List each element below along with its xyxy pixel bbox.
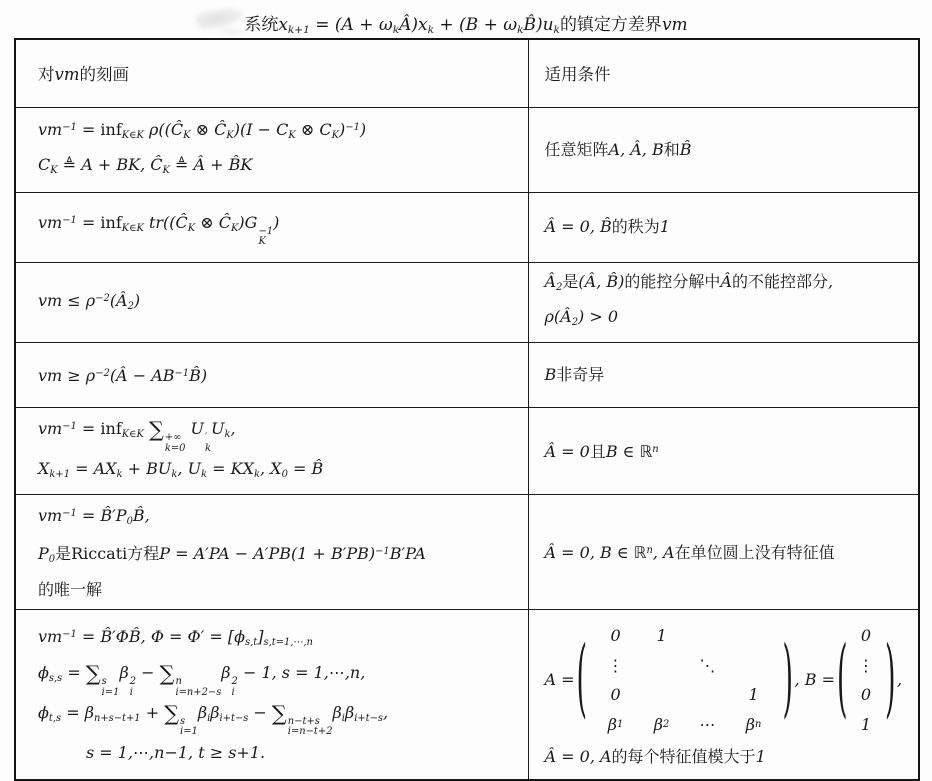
formula-line: $\phi_{s,s}$ = ∑ s i=1 β 2 i − ∑ n i=n+2−s β 2 i − 1, s = 1,⋯,n, — [38, 661, 366, 698]
table-row — [15, 262, 919, 343]
matrix-grid — [847, 619, 885, 741]
formula-line: vm ≤ $\rho^{-2}(Â_2)$ — [38, 290, 141, 312]
matrix-entry — [639, 680, 685, 710]
formula-line: $C_K$ ≜ A + BK, $Ĉ_K$ ≜ Â + B̂K — [38, 155, 253, 177]
matrix-entry: 0 — [610, 626, 621, 646]
matrix-entry: 0 — [860, 626, 872, 646]
formula-line: $vm^{-1}$ = $B̂'P_0B̂$, — [38, 506, 150, 528]
matrix-B — [837, 619, 895, 741]
matrix-entry: ⋮ — [857, 655, 874, 675]
cell-characterization — [15, 107, 528, 192]
matrix-entry: β n — [745, 714, 762, 734]
table-body — [15, 107, 919, 780]
formula-line: $vm^{-1} = inf_{K\in K}$ $\rho((Ĉ_K$ ⊗ $Ĉ_K)(I - C_K$ ⊗ $C_K)^{-1}$) — [38, 119, 367, 141]
cell-condition — [528, 408, 919, 495]
formula-line: 任意矩阵A, Â, B和B̂ — [544, 139, 692, 159]
cell-characterization — [15, 192, 528, 262]
matrix-entry — [685, 621, 731, 651]
cell-characterization — [15, 343, 528, 408]
formula-line: $vm^{-1} = inf_{K\in K}$ $tr((Ĉ_K$ ⊗ $Ĉ_K)G$ −1 K ) — [38, 213, 280, 248]
a-label: A = — [544, 670, 575, 690]
watermark-smudge-small — [214, 27, 248, 36]
matrix-entry — [731, 621, 777, 651]
matrix-entry: 1 — [748, 685, 759, 705]
matrix-A — [577, 619, 793, 741]
formula-line: $X_{k+1} = AX_k + BU_k$, $U_k = KX_k$, $X_0$ = B̂ — [38, 459, 324, 481]
cell-condition — [528, 343, 919, 408]
cell-characterization — [15, 610, 528, 780]
left-paren: ( — [576, 630, 588, 729]
page-title — [0, 10, 932, 36]
matrix-entry: 0 — [860, 685, 872, 705]
formula-line: Â = 0且B ∈ ℝ$^n$ — [544, 442, 659, 462]
formula-line: $vm^{-1} = inf_{K\in K}$ ∑ +∞ k=0 U ′ k $U_k$, — [38, 417, 236, 454]
formula-line: B非奇异 — [544, 365, 605, 385]
matrix-entry: 1 — [656, 626, 667, 646]
matrix-entry: ⋯ — [699, 714, 716, 734]
header-characterization: 对vm的刻画 — [15, 39, 528, 107]
header-condition: 适用条件 — [528, 39, 919, 107]
matrix-entry: ⋱ — [699, 655, 716, 675]
formula-line: 的唯一解 — [38, 580, 103, 600]
cell-condition — [528, 262, 919, 343]
cell-condition — [528, 610, 919, 780]
matrix-definition — [545, 619, 911, 741]
right-paren: ) — [884, 630, 896, 729]
formula-line: Â = 0, B ∈ ℝ$^n$, A在单位圆上没有特征值 — [544, 543, 835, 563]
variance-bound-table — [14, 38, 920, 781]
table-row — [15, 408, 919, 495]
formula-line: vm ≥ $\rho^{-2}(Â$ − $AB^{-1}B̂$) — [38, 366, 208, 386]
matrix-entry: 1 — [860, 714, 872, 734]
matrix-entry: 0 — [610, 685, 621, 705]
b-label: , B = — [794, 670, 835, 690]
matrix-entry: β 1 — [607, 714, 624, 734]
formula-line: $P_0$是Riccati方程$P = A'PA - A'PB(1 + B'PB)^{-1}B'PA$ — [38, 544, 426, 566]
matrix-entry — [731, 650, 777, 680]
cell-characterization — [15, 262, 528, 343]
formula-line: $vm^{-1}$ = B̂′ΦB̂, $\Phi = \Phi' = [\phi_{s,t}]_{s,t=1,\cdots,n}$ — [38, 627, 313, 649]
cell-condition — [528, 107, 919, 192]
table-row — [15, 495, 919, 610]
right-paren: ) — [782, 630, 794, 729]
matrix-entry: β 2 — [653, 714, 670, 734]
matrix-grid — [587, 619, 783, 741]
cell-characterization — [15, 408, 528, 495]
table-row — [15, 610, 919, 780]
cell-condition — [528, 495, 919, 610]
title-formula: 系统$x_{k+1} = (A$ + $\omega_kÂ)x_k + (B$ + $\omega_kB̂)u_k$的镇定方差界vm — [244, 15, 688, 37]
matrix-entry: ⋮ — [607, 655, 624, 675]
formula-line: $Â_2$是(Â, B̂)的能控分解中Â的不能控部分, — [544, 271, 834, 293]
table-row — [15, 107, 919, 192]
table-row — [15, 343, 919, 408]
formula-line: Â = 0, B̂的秩为1 — [544, 217, 670, 236]
trailing-comma: , — [896, 670, 903, 690]
formula-line: s = 1,⋯,n−1, t ≥ s+1. — [38, 743, 266, 763]
cell-condition — [528, 192, 919, 262]
table-row — [15, 192, 919, 262]
header-row — [15, 39, 919, 107]
condition-note: Â = 0, A的每个特征值模大于1 — [544, 746, 766, 766]
formula-line: $\rho(Â_2) > 0$ — [544, 307, 619, 329]
matrix-entry — [639, 650, 685, 680]
cell-characterization — [15, 495, 528, 610]
left-paren: ( — [836, 630, 848, 729]
formula-line: $\phi_{t,s} = \beta_{n+s-t+1}$ + ∑ s i=1 $\beta_i\beta_{i+t-s}$ − ∑ n−t+s i=n−t+2 $\beta_i\beta_{i+t-s}$, — [38, 701, 389, 738]
matrix-entry — [685, 680, 731, 710]
